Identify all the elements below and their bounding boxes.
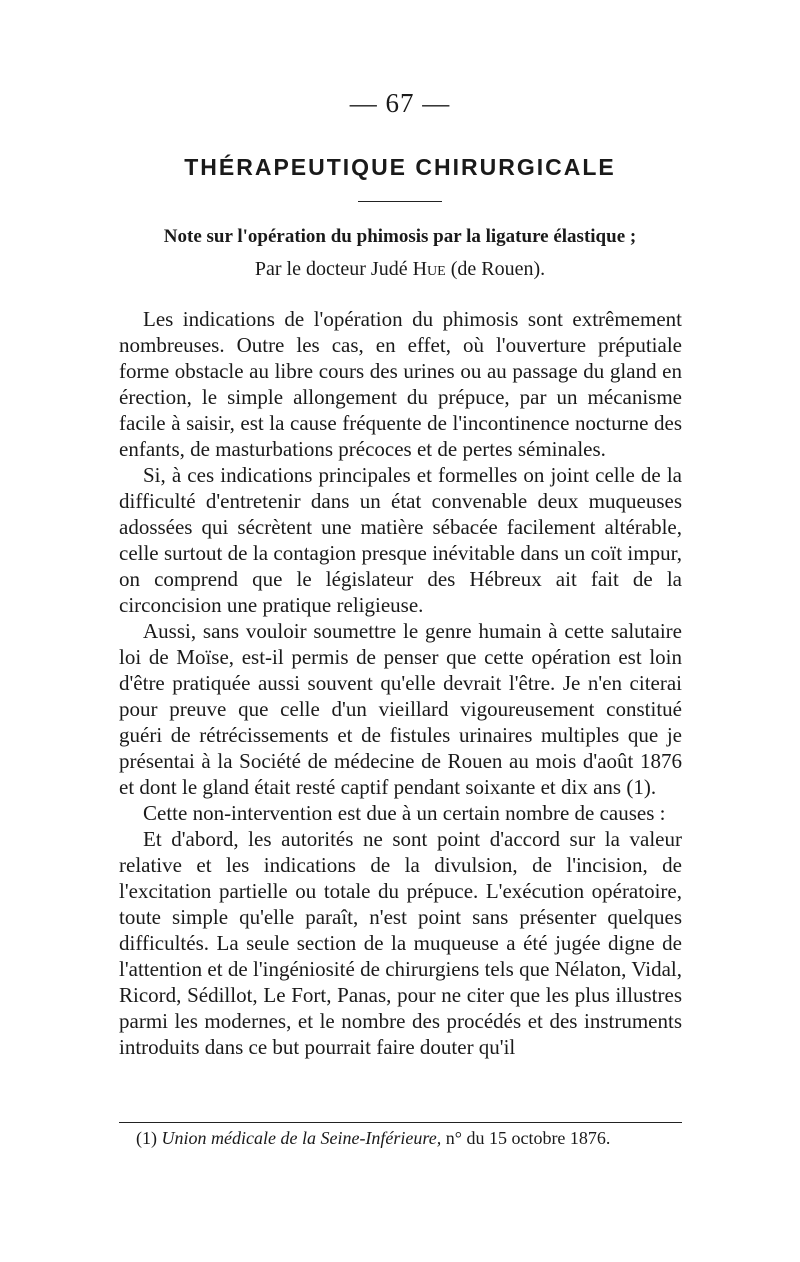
footnote-journal: Union médicale de la Seine-Inférieure, [161,1128,442,1148]
section-title: THÉRAPEUTIQUE CHIRURGICALE [184,154,616,180]
paragraph: Les indications de l'opération du phimosis sont extrêmement nombreuses. Outre les cas, en effet, où l'ouverture préputiale forme obstacle au libre cours des urines ou au passage du gland en érection, le simple allongement du prépuce, par un mécanisme facile à saisir, est la cause fréquente de l'incontinence nocturne des enfants, de masturbations précoces et de pertes séminales. [119,307,682,461]
footnote-rest: n° du 15 octobre 1876. [441,1128,611,1148]
paragraph: Et d'abord, les autorités ne sont point d'accord sur la valeur relative et les indications de la divulsion, de l'incision, de l'excitation partielle ou totale du prépuce. L'exécution opératoire, toute simple qu'elle paraît, n'est point sans présenter quelques difficultés. La seule section de la muqueuse a été jugée digne de l'attention et de l'ingéniosité de chirurgiens tels que Nélaton, Vidal, Ricord, Sédillot, Le Fort, Panas, pour ne citer que les plus illustres parmi les modernes, et le nombre des procédés et des instruments introduits dans ce but pourrait faire douter qu'il [119,827,682,1059]
paragraph: Aussi, sans vouloir soumettre le genre humain à cette salutaire loi de Moïse, est-il permis de penser que cette opération est loin d'être pratiquée aussi souvent qu'elle devrait l'être. Je n'en citerai pour preuve que celle d'un vieillard vigoureusement constitué guéri de rétrécissements et de fistules urinaires multiples que je présentai à la Société de médecine de Rouen au mois d'août 1876 et dont le gland était resté captif pendant soixante et dix ans (1). [119,619,682,799]
footnote [136,1128,696,1149]
body-text [119,306,682,1060]
title-divider [358,201,442,202]
footnote-marker: (1) [136,1128,162,1148]
page-number: — 67 — [349,88,451,118]
byline-suffix: (de Rouen). [445,258,546,280]
byline-author: Hue [412,258,446,280]
note-title: Note sur l'opération du phimosis par la ligature élastique ; [163,226,637,247]
paragraph: Si, à ces indications principales et formelles on joint celle de la difficulté d'entretenir dans un état convenable deux muqueuses adossées qui sécrètent une matière sébacée facilement altérable, celle surtout de la contagion presque inévitable dans un coït impur, on comprend que le législateur des Hébreux ait fait de la circoncision une pratique religieuse. [119,463,682,617]
byline-prefix: Par le docteur Judé [254,258,413,280]
byline [0,258,800,281]
paragraph: Cette non-intervention est due à un certain nombre de causes : [143,801,666,825]
footnote-divider [119,1122,682,1123]
